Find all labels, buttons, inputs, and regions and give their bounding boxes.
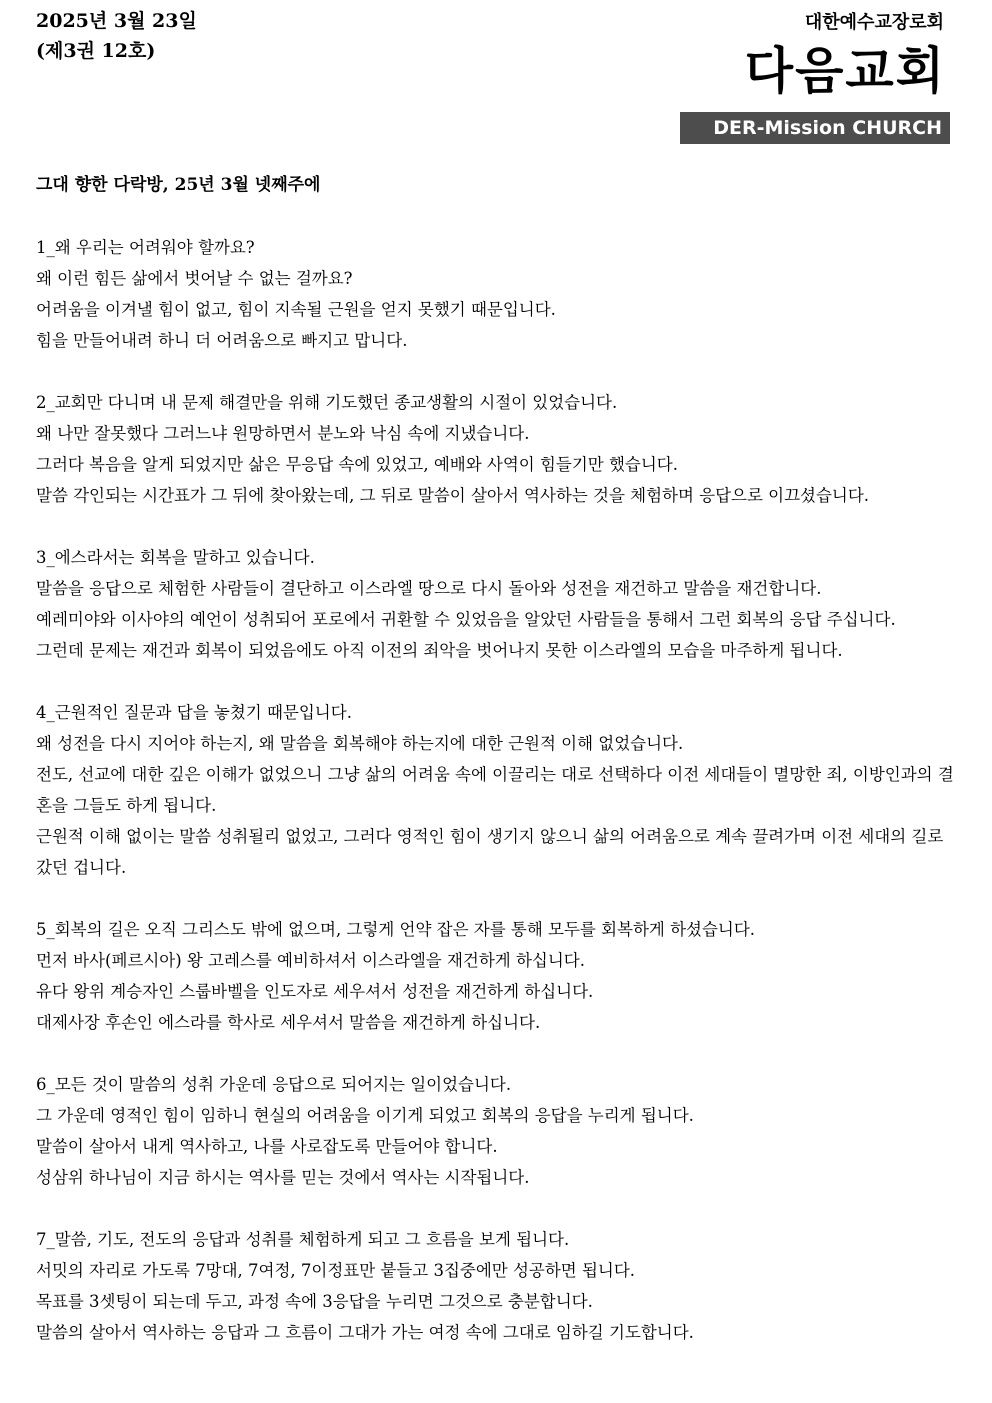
section-line: 왜 나만 잘못했다 그러느냐 원망하면서 분노와 낙심 속에 지냈습니다.: [36, 424, 530, 443]
section-line: 근원적 이해 없이는 말씀 성취될리 없었고, 그러다 영적인 힘이 생기지 않으니 삶의 어려움으로 계속 끌려가며 이전 세대의 길로 갔던 겁니다.: [36, 827, 944, 877]
section-line: 목표를 3셋팅이 되는데 두고, 과정 속에 3응답을 누리면 그것으로 충분합니다.: [36, 1292, 593, 1311]
section-heading-line: 6_모든 것이 말씀의 성취 가운데 응답으로 되어지는 일이었습니다.: [36, 1075, 512, 1094]
section-line: 대제사장 후손인 에스라를 학사로 세우셔서 말씀을 재건하게 하십니다.: [36, 1013, 541, 1032]
article-section-2: [36, 387, 958, 511]
section-line: 전도, 선교에 대한 깊은 이해가 없었으니 그냥 삶의 어려움 속에 이끌리는 대로 선택하다 이전 세대들이 멸망한 죄, 이방인과의 결혼을 그들도 하게 됩니다.: [36, 765, 954, 815]
section-heading-line: 4_근원적인 질문과 답을 놓쳤기 때문입니다.: [36, 703, 352, 722]
section-heading-line: 1_왜 우리는 어려워야 할까요?: [36, 238, 255, 257]
article-title: 그대 향한 다락방, 25년 3월 넷째주에: [36, 175, 321, 195]
article-section-4: [36, 697, 958, 883]
section-line: 성삼위 하나님이 지금 하시는 역사를 믿는 것에서 역사는 시작됩니다.: [36, 1168, 530, 1187]
article-section-5: [36, 914, 958, 1038]
issue-info: [36, 6, 197, 66]
section-line: 서밋의 자리로 가도록 7망대, 7여정, 7이정표만 붙들고 3집중에만 성공하면 됩니다.: [36, 1261, 636, 1280]
issue-date: 2025년 3월 23일: [36, 10, 197, 32]
section-heading-line: 3_에스라서는 회복을 말하고 있습니다.: [36, 548, 315, 567]
section-line: 그러다 복음을 알게 되었지만 삶은 무응답 속에 있었고, 예배와 사역이 힘들기만 했습니다.: [36, 455, 678, 474]
article-section-6: [36, 1069, 958, 1193]
section-line: 그런데 문제는 재건과 회복이 되었음에도 아직 이전의 죄악을 벗어나지 못한 이스라엘의 모습을 마주하게 됩니다.: [36, 641, 843, 660]
section-heading-line: 5_회복의 길은 오직 그리스도 밖에 없으며, 그렇게 언약 잡은 자를 통해 모두를 회복하게 하셨습니다.: [36, 920, 756, 939]
section-line: 어려움을 이겨낼 힘이 없고, 힘이 지속될 근원을 얻지 못했기 때문입니다.: [36, 300, 556, 319]
section-line: 말씀을 응답으로 체험한 사람들이 결단하고 이스라엘 땅으로 다시 돌아와 성전을 재건하고 말씀을 재건합니다.: [36, 579, 822, 598]
section-line: 힘을 만들어내려 하니 더 어려움으로 빠지고 맙니다.: [36, 331, 408, 350]
church-name-logo: 다음교회: [744, 42, 946, 100]
section-line: 왜 성전을 다시 지어야 하는지, 왜 말씀을 회복해야 하는지에 대한 근원적 이해 없었습니다.: [36, 734, 684, 753]
section-heading-line: 2_교회만 다니며 내 문제 해결만을 위해 기도했던 종교생활의 시절이 있었습니다.: [36, 393, 618, 412]
article-section-1: [36, 232, 958, 356]
denomination-label: 대한예수교장로회: [804, 12, 944, 33]
article-section-3: [36, 542, 958, 666]
article-section-7: [36, 1224, 958, 1348]
section-line: 먼저 바사(페르시아) 왕 고레스를 예비하셔서 이스라엘을 재건하게 하십니다.: [36, 951, 585, 970]
section-line: 유다 왕위 계승자인 스룹바벨을 인도자로 세우셔서 성전을 재건하게 하십니다.: [36, 982, 594, 1001]
church-masthead: [680, 10, 950, 144]
section-heading-line: 7_말씀, 기도, 전도의 응답과 성취를 체험하게 되고 그 흐름을 보게 됩니다.: [36, 1230, 570, 1249]
section-line: 말씀이 살아서 내게 역사하고, 나를 사로잡도록 만들어야 합니다.: [36, 1137, 498, 1156]
section-line: 말씀 각인되는 시간표가 그 뒤에 찾아왔는데, 그 뒤로 말씀이 살아서 역사하는 것을 체험하며 응답으로 이끄셨습니다.: [36, 486, 870, 505]
section-line: 왜 이런 힘든 삶에서 벗어날 수 없는 걸까요?: [36, 269, 353, 288]
section-line: 말씀의 살아서 역사하는 응답과 그 흐름이 그대가 가는 여정 속에 그대로 임하길 기도합니다.: [36, 1323, 694, 1342]
section-line: 예레미야와 이사야의 예언이 성취되어 포로에서 귀환할 수 있었음을 알았던 사람들을 통해서 그런 회복의 응답 주십니다.: [36, 610, 896, 629]
mission-banner: DER-Mission CHURCH: [680, 112, 950, 144]
section-line: 그 가운데 영적인 힘이 임하니 현실의 어려움을 이기게 되었고 회복의 응답을 누리게 됩니다.: [36, 1106, 694, 1125]
article-body: [36, 170, 958, 1379]
issue-volume: (제3권 12호): [36, 40, 156, 62]
